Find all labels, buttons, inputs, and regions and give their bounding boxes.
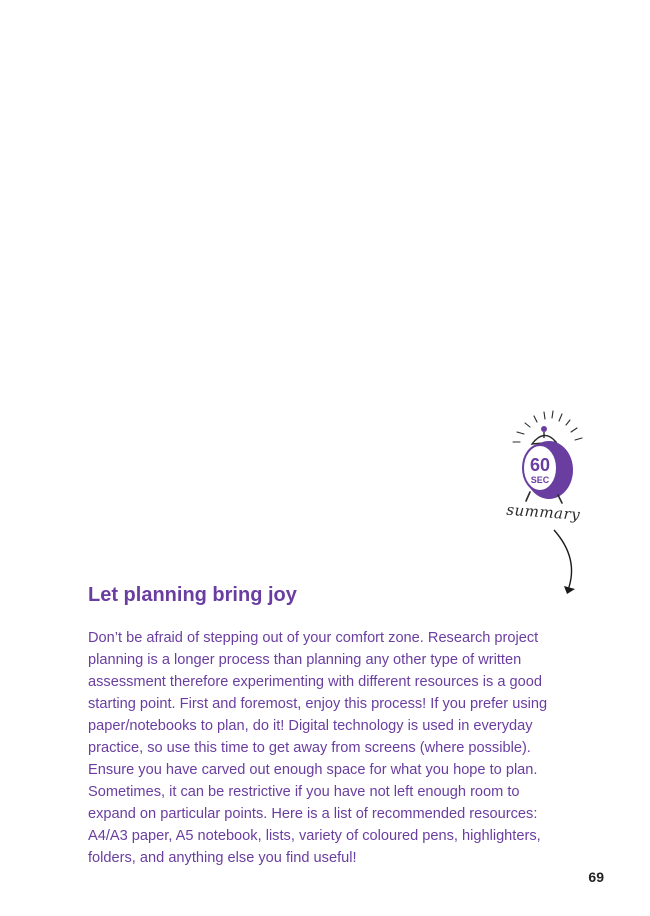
badge-unit: SEC [530, 475, 550, 485]
bell-knob [541, 426, 547, 432]
arrow-icon [554, 530, 572, 590]
alarm-clock-icon [500, 408, 600, 598]
section-heading: Let planning bring joy [88, 584, 297, 606]
page-number: 69 [588, 869, 604, 885]
sixty-second-summary-badge [500, 408, 600, 598]
section-body: Don’t be afraid of stepping out of your comfort zone. Research project planning is a longer process than planning any other type of written assessment therefore experimenting with different resources is a good starting point. First and foremost, enjoy this process! If you prefer using paper/notebooks to plan, do it! Digital technology is used in everyday practice, so use this time to get away from screens (where possible). Ensure you have carved out enough space for what you hope to plan. Sometimes, it can be restrictive if you have not left enough room to expand on particular points. Here is a list of recommended resources: A4/A3 paper, A5 notebook, lists, variety of coloured pens, highlighters, folders, and anything else you find useful! [88, 630, 548, 866]
ringing-rays [513, 411, 582, 442]
badge-number: 60 [529, 455, 551, 475]
badge-word: summary [505, 500, 581, 524]
